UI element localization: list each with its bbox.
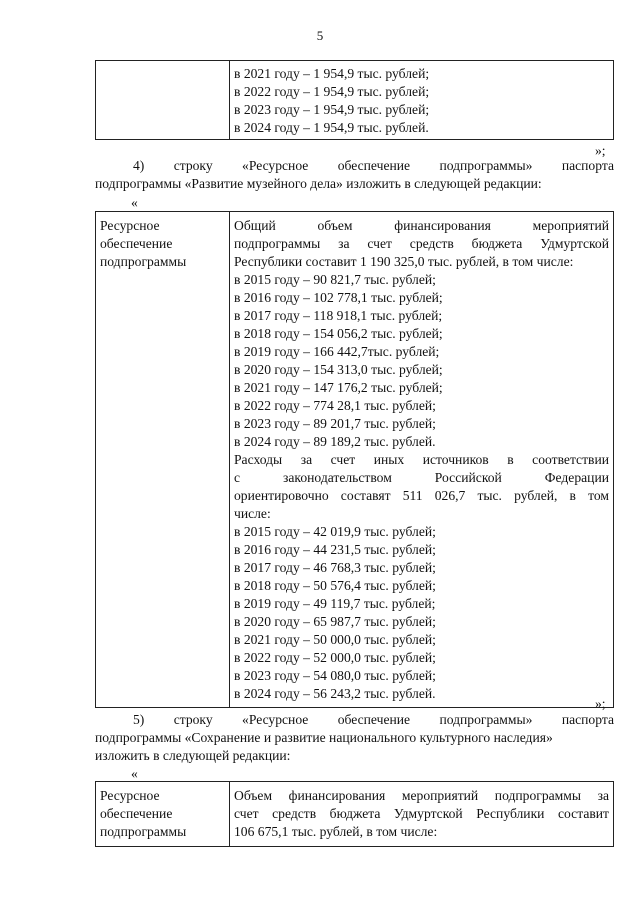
budget-year-line: в 2022 году – 774 28,1 тыс. рублей; (234, 398, 436, 413)
other-year-line: в 2016 году – 44 231,5 тыс. рублей; (234, 542, 436, 557)
other-sources-line: Расходы за счет иных источников в соответствии (234, 452, 609, 467)
opening-quote: « (131, 195, 138, 210)
budget-year-line: в 2021 году – 147 176,2 тыс. рублей; (234, 380, 443, 395)
funding-year-line: в 2023 году – 1 954,9 тыс. рублей; (234, 102, 430, 117)
funding-text-line: 106 675,1 тыс. рублей, в том числе: (234, 824, 438, 839)
other-sources-line: числе: (234, 506, 271, 521)
funding-year-line: в 2021 году – 1 954,9 тыс. рублей; (234, 66, 430, 81)
other-year-line: в 2023 году – 54 080,0 тыс. рублей; (234, 668, 436, 683)
table-value-cell (230, 61, 614, 140)
table-value-cell (230, 212, 614, 708)
paragraph-4-line-2: подпрограммы «Развитие музейного дела» изложить в следующей редакции: (95, 176, 542, 191)
other-year-line: в 2017 году – 46 768,3 тыс. рублей; (234, 560, 436, 575)
funding-year-line: в 2022 году – 1 954,9 тыс. рублей; (234, 84, 430, 99)
other-year-line: в 2020 году – 65 987,7 тыс. рублей; (234, 614, 436, 629)
opening-quote: « (131, 766, 138, 781)
label-line: Ресурсное (100, 218, 160, 233)
budget-year-line: в 2017 году – 118 918,1 тыс. рублей; (234, 308, 443, 323)
label-line: подпрограммы (100, 254, 187, 269)
budget-year-line: в 2024 году – 89 189,2 тыс. рублей. (234, 434, 436, 449)
table-value-cell (230, 782, 614, 847)
other-year-line: в 2024 году – 56 243,2 тыс. рублей. (234, 686, 436, 701)
budget-year-line: в 2016 году – 102 778,1 тыс. рублей; (234, 290, 443, 305)
table-resources-heritage (95, 781, 614, 847)
budget-year-line: в 2018 году – 154 056,2 тыс. рублей; (234, 326, 443, 341)
other-sources-line: ориентировочно составят 511 026,7 тыс. рублей, в том (234, 488, 609, 503)
budget-year-line: в 2015 году – 90 821,7 тыс. рублей; (234, 272, 436, 287)
paragraph-5-line-1: 5) строку «Ресурсное обеспечение подпрограммы» паспорта (133, 712, 614, 727)
paragraph-4 (95, 157, 614, 193)
table-resources-museum (95, 211, 614, 708)
label-line: Ресурсное (100, 788, 160, 803)
other-year-line: в 2022 году – 52 000,0 тыс. рублей; (234, 650, 436, 665)
intro-line: подпрограммы за счет средств бюджета Удмуртской (234, 236, 609, 251)
funding-text-line: Объем финансирования мероприятий подпрограммы за (234, 788, 609, 803)
label-line: обеспечение (100, 806, 173, 821)
table-continuation (95, 60, 614, 140)
paragraph-5 (95, 711, 614, 765)
other-year-line: в 2018 году – 50 576,4 тыс. рублей; (234, 578, 436, 593)
table-label-cell (96, 782, 230, 847)
budget-year-line: в 2023 году – 89 201,7 тыс. рублей; (234, 416, 436, 431)
paragraph-5-line-2: подпрограммы «Сохранение и развитие национального культурного наследия» (95, 730, 553, 745)
paragraph-4-line-1: 4) строку «Ресурсное обеспечение подпрограммы» паспорта (133, 158, 614, 173)
intro-line: Республики составит 1 190 325,0 тыс. рублей, в том числе: (234, 254, 574, 269)
funding-year-line: в 2024 году – 1 954,9 тыс. рублей. (234, 120, 429, 135)
table-label-cell (96, 212, 230, 708)
other-year-line: в 2021 году – 50 000,0 тыс. рублей; (234, 632, 436, 647)
budget-year-line: в 2020 году – 154 313,0 тыс. рублей; (234, 362, 443, 377)
funding-text-line: счет средств бюджета Удмуртской Республики составит (234, 806, 609, 821)
page-number: 5 (316, 28, 324, 43)
closing-quote: »; (595, 696, 606, 711)
budget-year-line: в 2019 году – 166 442,7тыс. рублей; (234, 344, 440, 359)
intro-line: Общий объем финансирования мероприятий (234, 218, 609, 233)
other-year-line: в 2015 году – 42 019,9 тыс. рублей; (234, 524, 436, 539)
other-sources-line: с законодательством Российской Федерации (234, 470, 609, 485)
closing-quote: »; (595, 143, 606, 158)
table-label-cell (96, 61, 230, 140)
label-line: обеспечение (100, 236, 173, 251)
label-line: подпрограммы (100, 824, 187, 839)
other-year-line: в 2019 году – 49 119,7 тыс. рублей; (234, 596, 436, 611)
paragraph-5-line-3: изложить в следующей редакции: (95, 748, 291, 763)
